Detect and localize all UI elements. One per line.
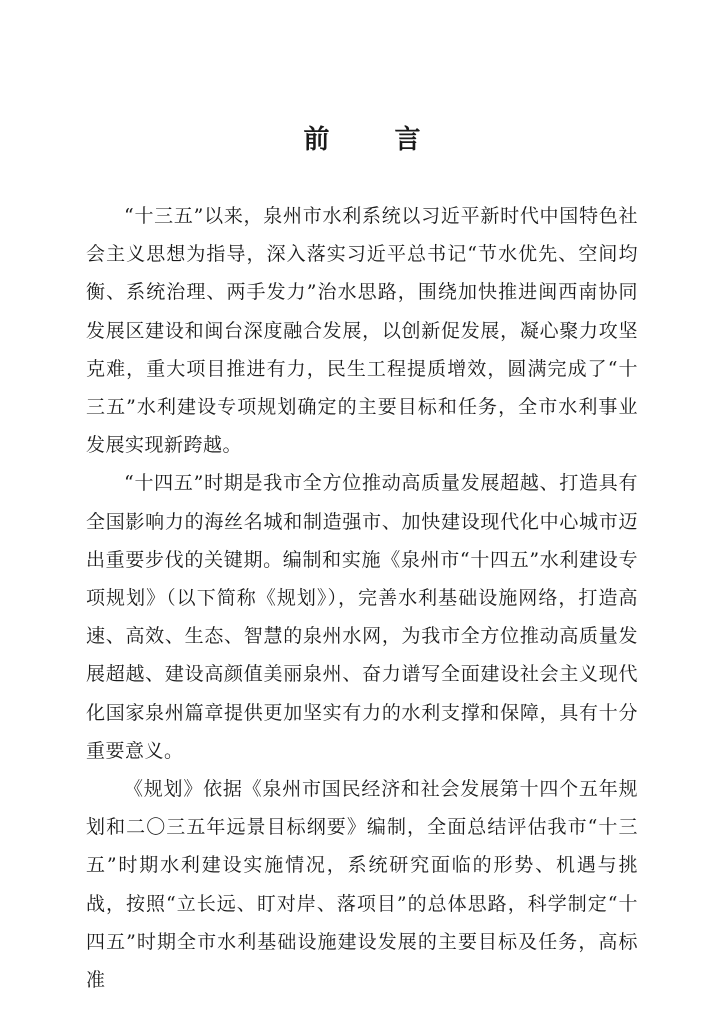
page-title: 前 言 <box>303 125 449 155</box>
body-text <box>86 197 638 999</box>
paragraph-1: “十三五”以来，泉州市水利系统以习近平新时代中国特色社会主义思想为指导，深入落实习近平总书记“节水优先、空间均衡、系统治理、两手发力”治水思路，围绕加快推进闽西南协同发展区建设和闽台深度融合发展，以创新促发展，凝心聚力攻坚克难，重大项目推进有力，民生工程提质增效，圆满完成了“十三五”水利建设专项规划确定的主要目标和任务，全市水利事业发展实现新跨越。 <box>86 205 638 457</box>
paragraph-3: 《规划》依据《泉州市国民经济和社会发展第十四个五年规划和二〇三五年远景目标纲要》编制，全面总结评估我市“十三五”时期水利建设实施情况，系统研究面临的形势、机遇与挑战，按照“立长远、盯对岸、落项目”的总体思路，科学制定“十四五”时期全市水利基础设施建设发展的主要目标及任务，高标准 <box>86 778 638 992</box>
paragraph-2: “十四五”时期是我市全方位推动高质量发展超越、打造具有全国影响力的海丝名城和制造强市、加快建设现代化中心城市迈出重要步伐的关键期。编制和实施《泉州市“十四五”水利建设专项规划》（以下简称《规划》），完善水利基础设施网络，打造高速、高效、生态、智慧的泉州水网，为我市全方位推动高质量发展超越、建设高颜值美丽泉州、奋力谱写全面建设社会主义现代化国家泉州篇章提供更加坚实有力的水利支撑和保障，具有十分重要意义。 <box>86 472 638 762</box>
